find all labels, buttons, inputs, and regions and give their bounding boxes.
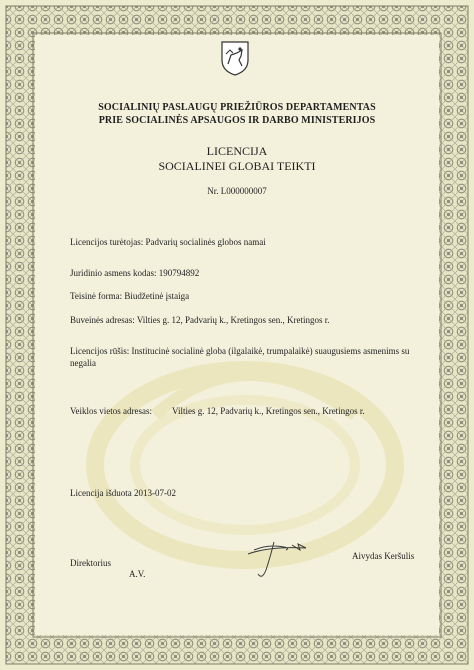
- license-type-line1: Licencijos rūšis: Institucinė socialinė globa (ilgalaikė, trumpalaikė) suaugusiems asmenims su: [70, 346, 410, 356]
- company-code: Juridinio asmens kodas: 190794892: [70, 268, 200, 278]
- license-number: Nr. L000000007: [207, 186, 267, 196]
- license-title: LICENCIJA: [206, 144, 268, 158]
- ministry-name-line1: SOCIALINIŲ PASLAUGŲ PRIEŽIŪROS DEPARTAMENTAS: [98, 102, 376, 113]
- handwritten-signature: [240, 536, 320, 586]
- activity-address-value: Vilties g. 12, Padvarių k., Kretingos sen., Kretingos r.: [172, 406, 365, 416]
- signer-name: Aivydas Keršulis: [352, 551, 415, 561]
- legal-form: Teisinė forma: Biudžetinė įstaiga: [70, 291, 190, 301]
- issue-date: Licencija išduota 2013-07-02: [70, 488, 176, 498]
- stamp-placeholder: A.V.: [129, 569, 146, 579]
- license-holder: Licencijos turėtojas: Padvarių socialinės globos namai: [70, 237, 266, 247]
- seat-address: Buveinės adresas: Vilties g. 12, Padvarių k., Kretingos sen., Kretingos r.: [70, 315, 330, 325]
- activity-address-label: Veiklos vietos adresas:: [70, 406, 152, 416]
- ministry-name-line2: PRIE SOCIALINĖS APSAUGOS IR DARBO MINISTERIJOS: [98, 115, 376, 126]
- license-type-line2: negalia: [70, 358, 96, 368]
- signer-role: Direktorius: [70, 558, 111, 568]
- coat-of-arms-icon: [220, 40, 250, 76]
- license-subtitle: SOCIALINEI GLOBAI TEIKTI: [158, 159, 316, 173]
